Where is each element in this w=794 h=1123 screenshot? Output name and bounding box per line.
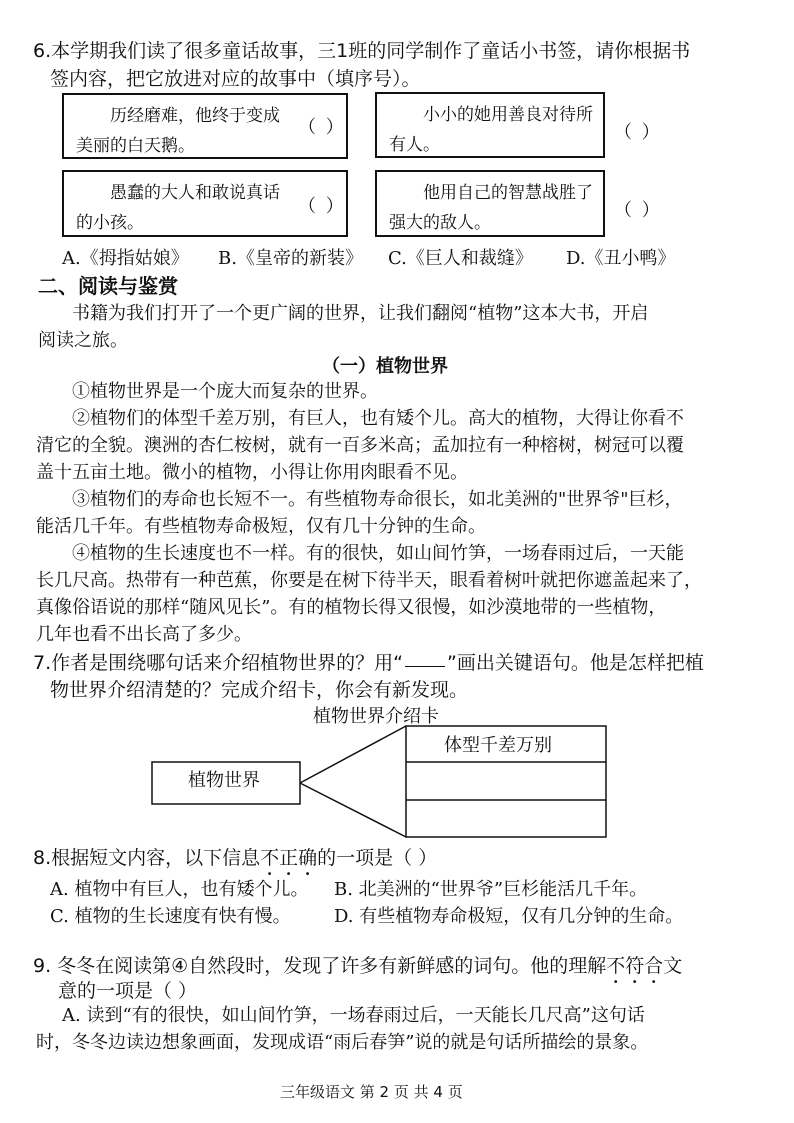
q8-emphasis: 不正确 [260,847,318,869]
passage-line: 长几尺高。热带有一种芭蕉，你要是在树下待半天，眼看着树叶就把你遮盖起来了， [36,570,702,591]
q6-line1: 6.本学期我们读了很多童话故事，三1班的同学制作了童话小书签，请你根据书 [33,40,691,62]
section-intro-line1: 书籍为我们打开了一个更广阔的世界，让我们翻阅“植物”这本大书，开启 [72,303,649,324]
q8-stem-end: 的一项是（ ） [317,847,438,869]
branch-line [300,783,406,837]
passage-line: ③植物们的寿命也长短不一。有些植物寿命很长，如北美洲的"世界爷"巨杉， [72,489,683,510]
bookmark-card-3 [62,170,348,237]
q6-option-a: A.《拇指姑娘》 [62,248,189,269]
q7-line2: 物世界介绍清楚的？完成介绍卡，你会有新发现。 [50,679,469,701]
page-footer: 三年级语文 第 2 页 共 4 页 [280,1083,463,1101]
bookmark-text: 小小的她用善良对待所有人。 [389,105,593,155]
q6-option-b: B.《皇帝的新装》 [218,248,363,269]
q6-option-c: C.《巨人和裁缝》 [388,248,533,269]
q8-option-a: A. 植物中有巨人，也有矮个儿。 [50,879,309,900]
passage-line: 几年也看不出长高了多少。 [36,624,252,645]
answer-blank[interactable]: （ ） [298,196,346,217]
q8-option-d: D. 有些植物寿命极短，仅有几分钟的生命。 [334,906,684,927]
q7-line1 [33,648,704,675]
q8-option-c: C. 植物的生长速度有快有慢。 [50,906,291,927]
intro-card-branch-2[interactable] [444,770,594,792]
passage-line: ④植物的生长速度也不一样。有的很快，如山间竹笋，一场春雨过后，一天能 [72,543,684,564]
q7-line1-end: ”画出关键语句。他是怎样把植 [446,652,704,674]
intro-card-title: 植物世界介绍卡 [313,706,439,727]
answer-blank[interactable]: （ ） [614,122,662,143]
passage-line: 清它的全貌。澳洲的杏仁桉树，就有一百多米高；孟加拉有一种榕树，树冠可以覆 [36,435,684,456]
intro-card-branch-3[interactable] [444,808,594,830]
q9-option-a-line2: 时，冬冬边读边想象画面，发现成语“雨后春笋”说的就是句话所描绘的景象。 [36,1032,649,1053]
underline-sample [405,666,445,667]
q9-line2: 意的一项是（ ） [58,980,198,1002]
q8-option-b: B. 北美洲的“世界爷”巨杉能活几千年。 [334,879,648,900]
q9-emphasis: 不符合 [606,955,664,977]
branch-line [300,726,406,783]
passage-line: ②植物们的体型千差万别，有巨人，也有矮个儿。高大的植物，大得让你看不 [72,408,684,429]
passage-title: （一）植物世界 [322,356,448,377]
bookmark-text: 历经磨难，他终于变成美丽的白天鹅。 [76,106,280,156]
bookmark-text: 愚蠢的大人和敢说真话的小孩。 [76,183,280,233]
q6-line2: 签内容，把它放进对应的故事中（填序号）。 [50,68,421,90]
q9-option-a-line1: A. 读到“有的很快，如山间竹笋，一场春雨过后，一天能长几尺高”这句话 [62,1005,645,1026]
intro-card-branch-1: 体型千差万别 [444,735,552,756]
q7-line1-start: 7.作者是围绕哪句话来介绍植物世界的？用“ [33,652,403,674]
bookmark-card-2 [375,92,605,158]
intro-card-root: 植物世界 [188,770,260,791]
answer-blank[interactable]: （ ） [298,117,346,138]
q8-stem-start: 8.根据短文内容，以下信息 [33,847,261,869]
q9-stem-end: 文 [663,955,683,977]
passage-line: ①植物世界是一个庞大而复杂的世界。 [72,381,378,402]
bookmark-text: 他用自己的智慧战胜了强大的敌人。 [389,183,593,233]
bookmark-card-4 [375,170,605,237]
answer-blank[interactable]: （ ） [614,200,662,221]
section-heading: 二、阅读与鉴赏 [38,274,178,298]
passage-line: 能活几千年。有些植物寿命极短，仅有几十分钟的生命。 [36,516,486,537]
q9-stem-start: 9. 冬冬在阅读第④自然段时，发现了许多有新鲜感的词句。他的理解 [33,955,607,977]
q6-option-d: D.《丑小鸭》 [566,248,676,269]
section-intro-line2: 阅读之旅。 [38,330,128,351]
passage-line: 盖十五亩土地。微小的植物，小得让你用肉眼看不见。 [36,462,468,483]
passage-line: 真像俗语说的那样“随风见长”。有的植物长得又很慢，如沙漠地带的一些植物， [36,597,667,618]
bookmark-card-1 [62,93,348,159]
